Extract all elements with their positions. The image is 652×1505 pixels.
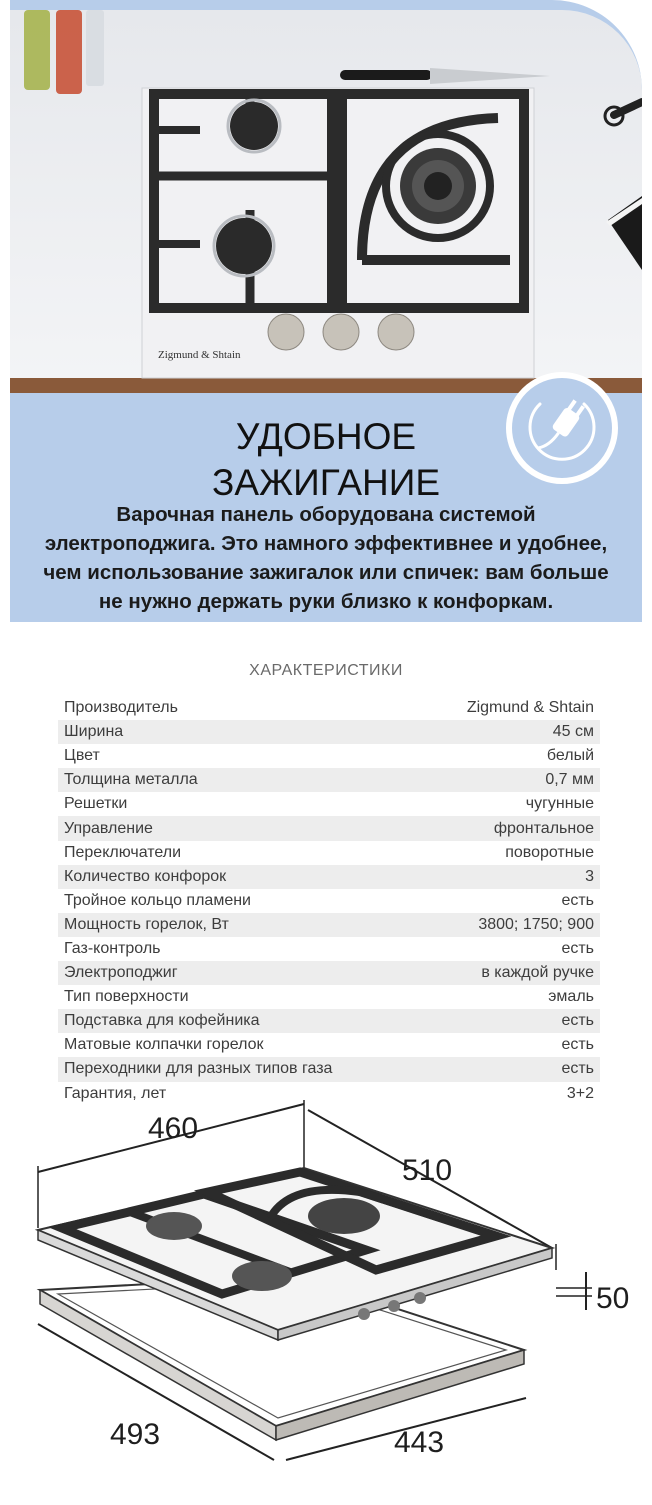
spec-value: 3800; 1750; 900	[478, 915, 594, 933]
hob	[142, 88, 534, 378]
spec-row	[58, 1033, 600, 1057]
spec-label: Количество конфорок	[64, 867, 227, 885]
feature-title	[10, 414, 642, 506]
spec-label: Матовые колпачки горелок	[64, 1036, 264, 1054]
spec-value: Zigmund & Shtain	[466, 699, 594, 717]
spec-value: есть	[561, 1060, 594, 1078]
spec-value: эмаль	[548, 988, 594, 1006]
spec-value: в каждой ручке	[481, 964, 594, 982]
spec-row	[58, 889, 600, 913]
dimension-cutout-depth: 493	[110, 1418, 161, 1451]
feature-description-line: не нужно держать руки близко к конфоркам.	[98, 590, 554, 613]
product-photo	[10, 10, 642, 393]
spec-label: Цвет	[64, 747, 100, 765]
spec-value: белый	[546, 747, 594, 765]
feature-description-line: Варочная панель оборудована системой	[116, 503, 536, 526]
spec-row	[58, 816, 600, 840]
spec-value: чугунные	[525, 795, 594, 813]
specs-title: ХАРАКТЕРИСТИКИ	[249, 662, 403, 679]
dimension-cutout-width: 443	[394, 1426, 445, 1459]
dimension-diagram	[0, 1100, 652, 1505]
feature-description	[10, 500, 642, 616]
spec-label: Газ-контроль	[64, 939, 161, 957]
spec-row	[58, 720, 600, 744]
spec-label: Переходники для разных типов газа	[64, 1060, 333, 1078]
spec-label: Производитель	[64, 699, 178, 717]
spec-value: поворотные	[505, 843, 594, 861]
dimension-depth: 510	[402, 1154, 453, 1187]
spec-label: Ширина	[64, 723, 124, 741]
spec-row	[58, 961, 600, 985]
spec-label: Подставка для кофейника	[64, 1012, 260, 1030]
bottles	[24, 10, 104, 94]
spec-label: Тройное кольцо пламени	[64, 891, 251, 909]
spec-value: есть	[561, 939, 594, 957]
spec-row	[58, 744, 600, 768]
spec-value: есть	[561, 1012, 594, 1030]
spec-value: есть	[561, 1036, 594, 1054]
spec-value: 45 см	[552, 723, 594, 741]
spec-row	[58, 1057, 600, 1081]
hob-dimension-drawing	[0, 1100, 652, 1500]
spec-row	[58, 913, 600, 937]
spec-value: 0,7 мм	[545, 771, 594, 789]
specs-table	[58, 696, 600, 1106]
spec-row	[58, 792, 600, 816]
feature-title-line1: УДОБНОЕ	[235, 416, 417, 457]
feature-description-line: электроподжига. Это намного эффективнее и удобнее,	[44, 532, 608, 555]
spec-label: Решетки	[64, 795, 128, 813]
spec-row	[58, 768, 600, 792]
spec-label: Тип поверхности	[64, 988, 189, 1006]
feature-panel	[10, 0, 642, 622]
hob-photo-illustration	[10, 10, 642, 393]
spec-value: фронтальное	[493, 819, 594, 837]
spec-label: Электроподжиг	[64, 964, 178, 982]
spec-row	[58, 841, 600, 865]
feature-title-line2: ЗАЖИГАНИЕ	[211, 462, 441, 503]
spec-row	[58, 1009, 600, 1033]
dimension-height: 50	[596, 1282, 630, 1315]
spec-row	[58, 865, 600, 889]
spec-label: Мощность горелок, Вт	[64, 915, 229, 933]
spec-value: 3+2	[566, 1084, 594, 1102]
brand-print: Zigmund & Shtain	[158, 349, 241, 361]
spec-row	[58, 985, 600, 1009]
spec-value: есть	[561, 891, 594, 909]
spec-label: Гарантия, лет	[64, 1084, 167, 1102]
spec-value: 3	[585, 867, 594, 885]
dimension-width: 460	[148, 1112, 199, 1145]
spec-label: Переключатели	[64, 843, 182, 861]
feature-description-line: чем использование зажигалок или спичек: вам больше	[43, 561, 609, 584]
spec-row	[58, 937, 600, 961]
spec-label: Управление	[64, 819, 153, 837]
spec-label: Толщина металла	[64, 771, 198, 789]
spec-row	[58, 696, 600, 720]
